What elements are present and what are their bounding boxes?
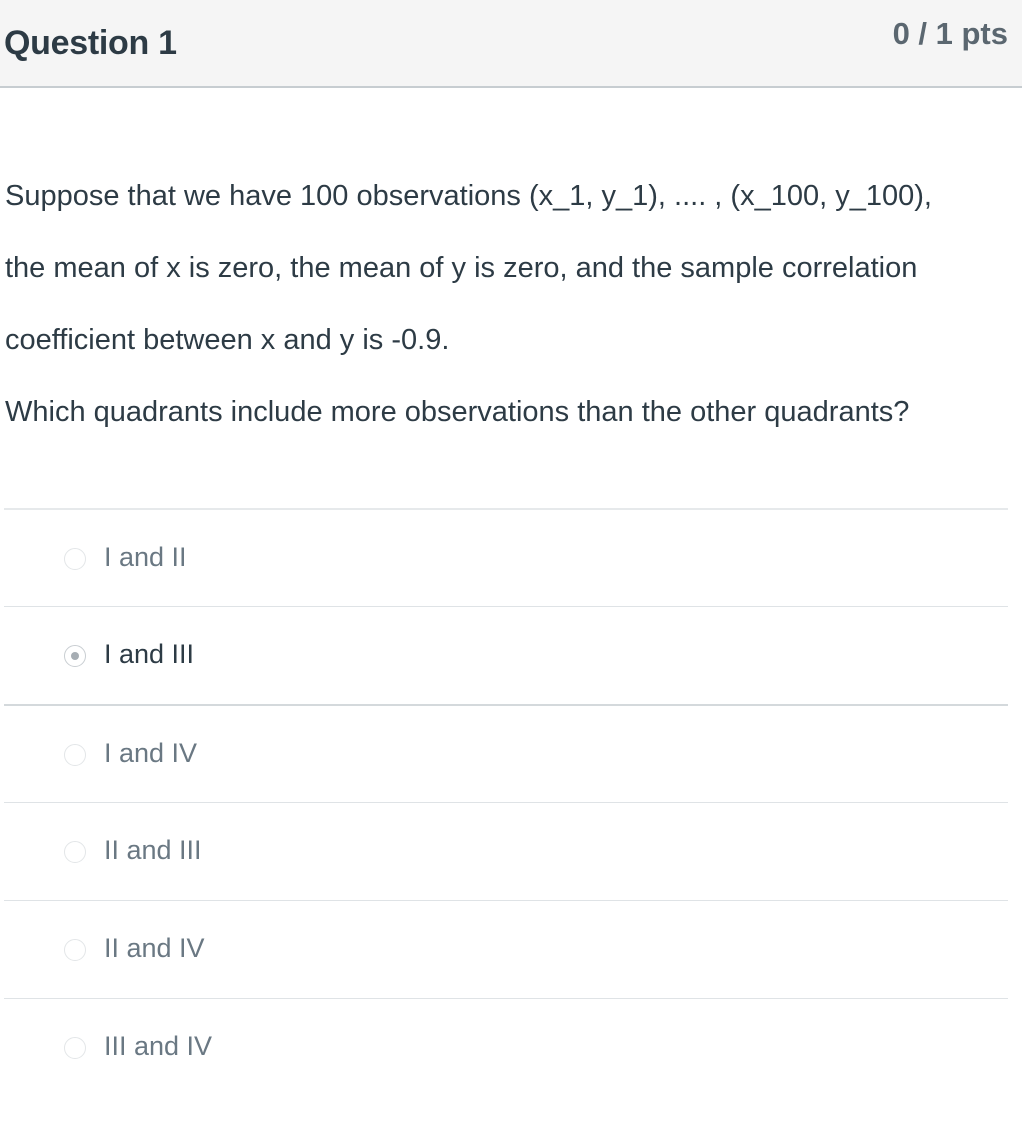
- answer-label: III and IV: [104, 1031, 213, 1061]
- question-text-line: the mean of x is zero, the mean of y is zero, and the sample correlation: [5, 252, 918, 284]
- answer-option-4[interactable]: [4, 802, 1008, 900]
- question-text-line: coefficient between x and y is -0.9.: [5, 324, 450, 356]
- answer-label: II and III: [104, 835, 202, 865]
- answer-option-6[interactable]: [4, 998, 1008, 1096]
- answer-list: [4, 508, 1008, 1096]
- radio-button-selected[interactable]: [64, 645, 86, 667]
- answer-option-1[interactable]: [4, 508, 1008, 606]
- question-header: [0, 0, 1022, 88]
- question-points: 0 / 1 pts: [892, 16, 1008, 51]
- question-text-line: Suppose that we have 100 observations (x_1, y_1), .... , (x_100, y_100),: [5, 180, 932, 212]
- radio-button[interactable]: [64, 939, 86, 961]
- answer-option-3[interactable]: [4, 704, 1008, 802]
- answer-option-5[interactable]: [4, 900, 1008, 998]
- answer-label: I and II: [104, 542, 187, 572]
- answer-label: II and IV: [104, 933, 205, 963]
- question-title: Question 1: [4, 24, 177, 62]
- question-text: [5, 160, 1005, 448]
- radio-button[interactable]: [64, 548, 86, 570]
- answer-label: I and III: [104, 639, 195, 669]
- radio-button[interactable]: [64, 841, 86, 863]
- answer-option-2[interactable]: [4, 606, 1008, 704]
- radio-button[interactable]: [64, 1037, 86, 1059]
- question-prompt: Which quadrants include more observations than the other quadrants?: [5, 396, 910, 428]
- radio-button[interactable]: [64, 744, 86, 766]
- answer-label: I and IV: [104, 738, 198, 768]
